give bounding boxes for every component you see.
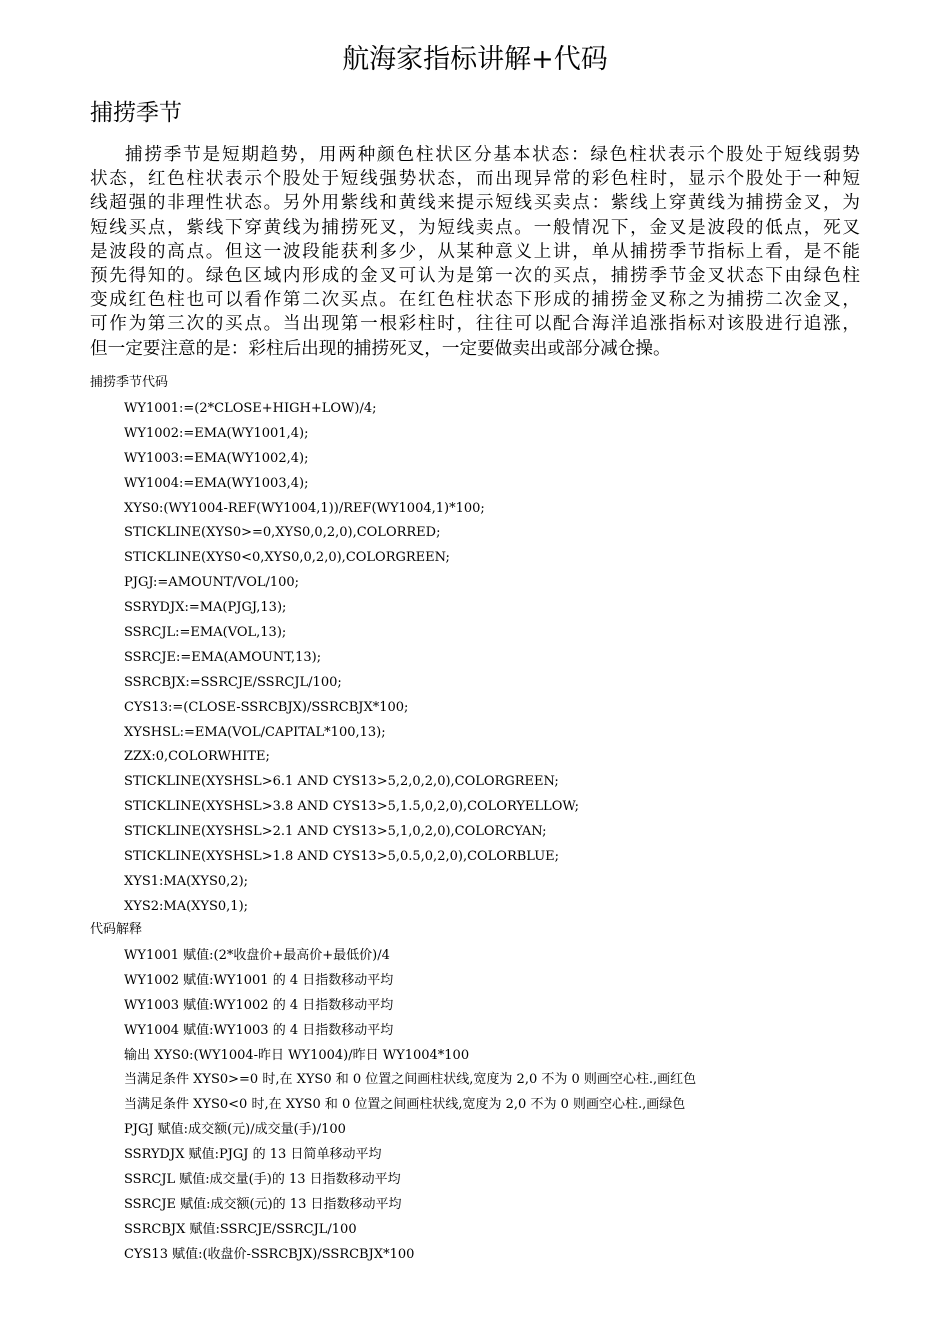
code-line: XYSHSL:=EMA(VOL/CAPITAL*100,13); [124, 724, 386, 740]
code-line: SSRYDJX:=MA(PJGJ,13); [124, 600, 287, 616]
code-line: XYS1:MA(XYS0,2); [124, 873, 249, 889]
explanation-line: 当满足条件 XYS0>=0 时,在 XYS0 和 0 位置之间画柱状线,宽度为 2,0 不为 0 则画空心柱.,画红色 [124, 1072, 697, 1088]
paragraph-line: 状态，红色柱状表示个股处于短线强势状态，而出现异常的彩色柱时，显示个股处于一种短 [90, 169, 860, 190]
code-line: SSRCJL:=EMA(VOL,13); [124, 625, 287, 641]
code-block [124, 397, 884, 920]
paragraph-line: 可作为第三次的买点。当出现第一根彩柱时，往往可以配合海洋追涨指标对该股进行追涨， [90, 314, 860, 335]
paragraph-line: 捕捞季节是短期趋势，用两种颜色柱状区分基本状态：绿色柱状表示个股处于短线弱势 [125, 145, 860, 165]
explanation-line: WY1003 赋值:WY1002 的 4 日指数移动平均 [124, 997, 394, 1013]
explanation-line: CYS13 赋值:(收盘价-SSRCBJX)/SSRCBJX*100 [124, 1246, 415, 1262]
code-line: ZZX:0,COLORWHITE; [124, 749, 270, 765]
code-line: STICKLINE(XYSHSL>1.8 AND CYS13>5,0.5,0,2,0),COLORBLUE; [124, 849, 560, 865]
explanation-line: 当满足条件 XYS0<0 时,在 XYS0 和 0 位置之间画柱状线,宽度为 2,0 不为 0 则画空心柱.,画绿色 [124, 1097, 686, 1113]
code-line: WY1003:=EMA(WY1002,4); [124, 450, 309, 466]
explanation-line: SSRCBJX 赋值:SSRCJE/SSRCJL/100 [124, 1221, 357, 1237]
explanation-block [124, 944, 884, 1268]
code-line: SSRCBJX:=SSRCJE/SSRCJL/100; [124, 674, 342, 690]
code-line: PJGJ:=AMOUNT/VOL/100; [124, 575, 300, 591]
explain-label: 代码解释 [90, 922, 143, 937]
paragraph-line: 预先得知的。绿色区域内形成的金叉可认为是第一次的买点，捕捞季节金叉状态下由绿色柱 [90, 266, 860, 287]
code-label: 捕捞季节代码 [90, 375, 169, 390]
code-line: XYS0:(WY1004-REF(WY1004,1))/REF(WY1004,1)*100; [124, 500, 485, 516]
section-heading: 捕捞季节 [90, 100, 182, 126]
explanation-line: 输出 XYS0:(WY1004-昨日 WY1004)/昨日 WY1004*100 [124, 1047, 470, 1063]
document-title: 航海家指标讲解+代码 [342, 44, 608, 75]
paragraph-line: 短线买点，紫线下穿黄线为捕捞死叉，为短线卖点。一般情况下，金叉是波段的低点，死叉 [90, 217, 860, 238]
code-line: WY1004:=EMA(WY1003,4); [124, 475, 309, 491]
paragraph-line: 变成红色柱也可以看作第二次买点。在红色柱状态下形成的捕捞金叉称之为捕捞二次金叉， [90, 290, 860, 311]
code-line: STICKLINE(XYSHSL>2.1 AND CYS13>5,1,0,2,0),COLORCYAN; [124, 824, 547, 840]
explanation-line: PJGJ 赋值:成交额(元)/成交量(手)/100 [124, 1122, 346, 1138]
explanation-line: WY1002 赋值:WY1001 的 4 日指数移动平均 [124, 972, 394, 988]
code-line: SSRCJE:=EMA(AMOUNT,13); [124, 649, 322, 665]
explanation-line: SSRYDJX 赋值:PJGJ 的 13 日简单移动平均 [124, 1147, 382, 1163]
paragraph-line: 线超强的非理性状态。另外用紫线和黄线来提示短线买卖点：紫线上穿黄线为捕捞金叉，为 [90, 193, 860, 214]
code-line: STICKLINE(XYSHSL>3.8 AND CYS13>5,1.5,0,2,0),COLORYELLOW; [124, 799, 579, 815]
code-line: WY1001:=(2*CLOSE+HIGH+LOW)/4; [124, 401, 377, 416]
explanation-line: SSRCJE 赋值:成交额(元)的 13 日指数移动平均 [124, 1196, 402, 1212]
code-line: XYS2:MA(XYS0,1); [124, 898, 249, 914]
explanation-line: WY1004 赋值:WY1003 的 4 日指数移动平均 [124, 1022, 394, 1038]
code-line: WY1002:=EMA(WY1001,4); [124, 425, 309, 441]
explanation-line: SSRCJL 赋值:成交量(手)的 13 日指数移动平均 [124, 1172, 401, 1188]
code-line: STICKLINE(XYS0<0,XYS0,0,2,0),COLORGREEN; [124, 550, 450, 566]
explanation-line: WY1001 赋值:(2*收盘价+最高价+最低价)/4 [124, 948, 390, 963]
code-line: STICKLINE(XYSHSL>6.1 AND CYS13>5,2,0,2,0),COLORGREEN; [124, 774, 559, 790]
code-line: STICKLINE(XYS0>=0,XYS0,0,2,0),COLORRED; [124, 525, 441, 541]
code-line: CYS13:=(CLOSE-SSRCBJX)/SSRCBJX*100; [124, 699, 409, 715]
paragraph-line: 但一定要注意的是：彩柱后出现的捕捞死叉，一定要做卖出或部分减仓操。 [90, 338, 671, 359]
intro-paragraph [90, 143, 860, 361]
paragraph-line: 是波段的高点。但这一波段能获利多少，从某种意义上讲，单从捕捞季节指标上看，是不能 [90, 241, 860, 262]
